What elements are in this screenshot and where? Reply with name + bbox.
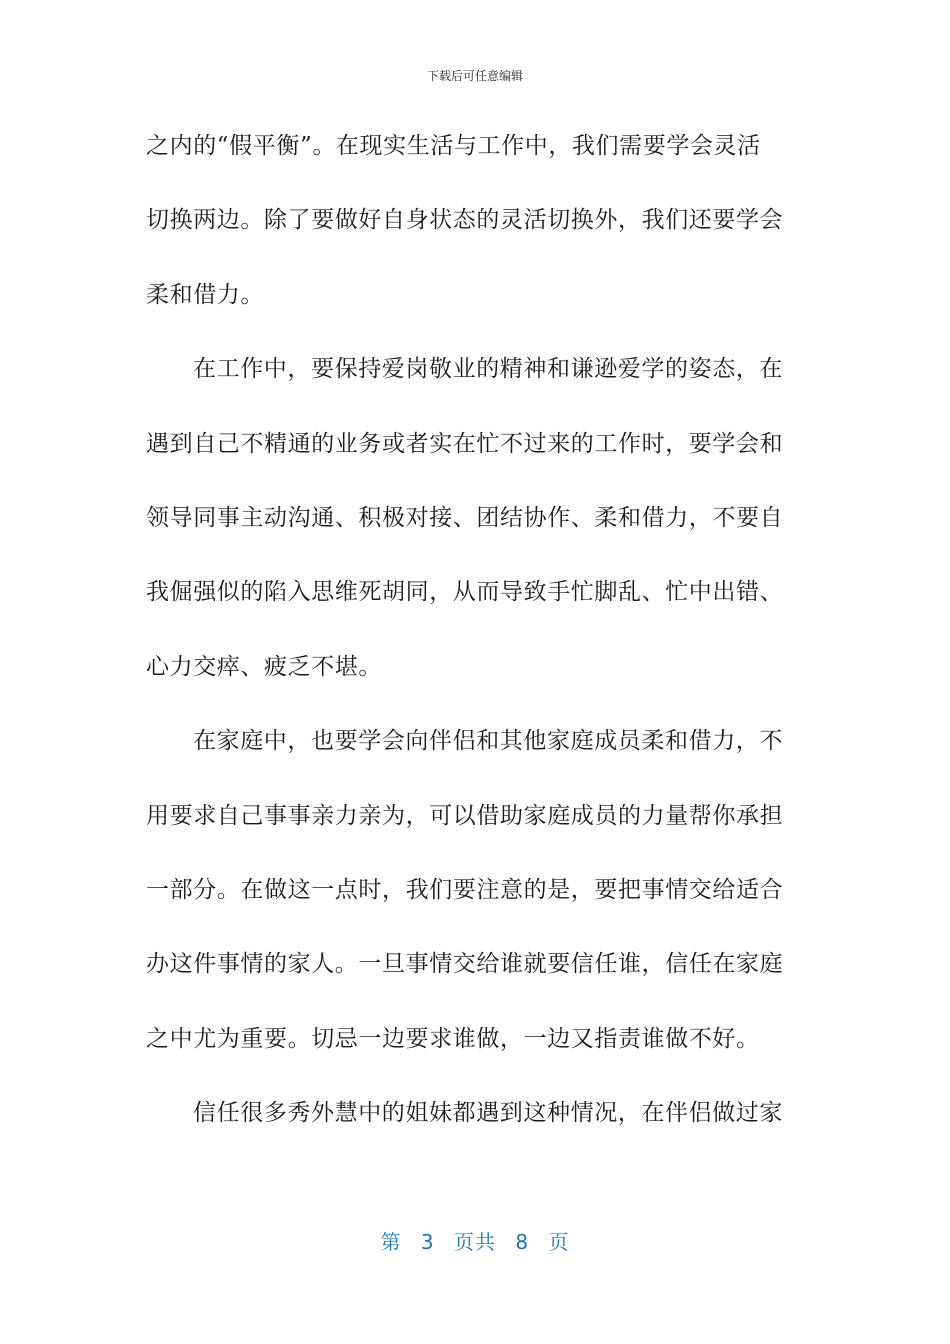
text-line: 之中尤为重要。切忌一边要求谁做，一边又指责谁做不好。 <box>146 1025 760 1052</box>
text-line: 一部分。在做这一点时，我们要注意的是，要把事情交给适合 <box>146 876 784 903</box>
text-line: 用要求自己事事亲力亲为，可以借助家庭成员的力量帮你承担 <box>146 802 784 829</box>
text-line: 切换两边。除了要做好自身状态的灵活切换外，我们还要学会 <box>146 207 784 234</box>
paragraph-start-line: 信任很多秀外慧中的姐妹都遇到这种情况，在伴侣做过家 <box>193 1100 783 1127</box>
document-body <box>146 122 806 1163</box>
text-line: 我倔强似的陷入思维死胡同，从而导致手忙脚乱、忙中出错、 <box>146 579 784 606</box>
page-number-footer <box>0 1226 950 1255</box>
text-line: 办这件事情的家人。一旦事情交给谁就要信任谁，信任在家庭 <box>146 951 784 978</box>
footer-prefix: 第 <box>380 1230 402 1254</box>
text-line: 心力交瘁、疲乏不堪。 <box>146 653 382 680</box>
page-header-note: 下载后可任意编辑 <box>426 69 523 83</box>
footer-suffix: 页 <box>548 1230 570 1254</box>
text-line: 领导同事主动沟通、积极对接、团结协作、柔和借力，不要自 <box>146 504 784 531</box>
text-line: 遇到自己不精通的业务或者实在忙不过来的工作时，要学会和 <box>146 430 784 457</box>
paragraph-start-line: 在家庭中，也要学会向伴侣和其他家庭成员柔和借力，不 <box>193 728 783 755</box>
text-line: 柔和借力。 <box>146 281 264 308</box>
paragraph-start-line: 在工作中，要保持爱岗敬业的精神和谦逊爱学的姿态，在 <box>193 356 783 383</box>
total-page-number: 8 <box>515 1230 530 1254</box>
text-line: 之内的“假平衡”。在现实生活与工作中，我们需要学会灵活 <box>146 133 761 159</box>
current-page-number: 3 <box>420 1230 435 1254</box>
footer-middle: 页共 <box>454 1230 496 1254</box>
